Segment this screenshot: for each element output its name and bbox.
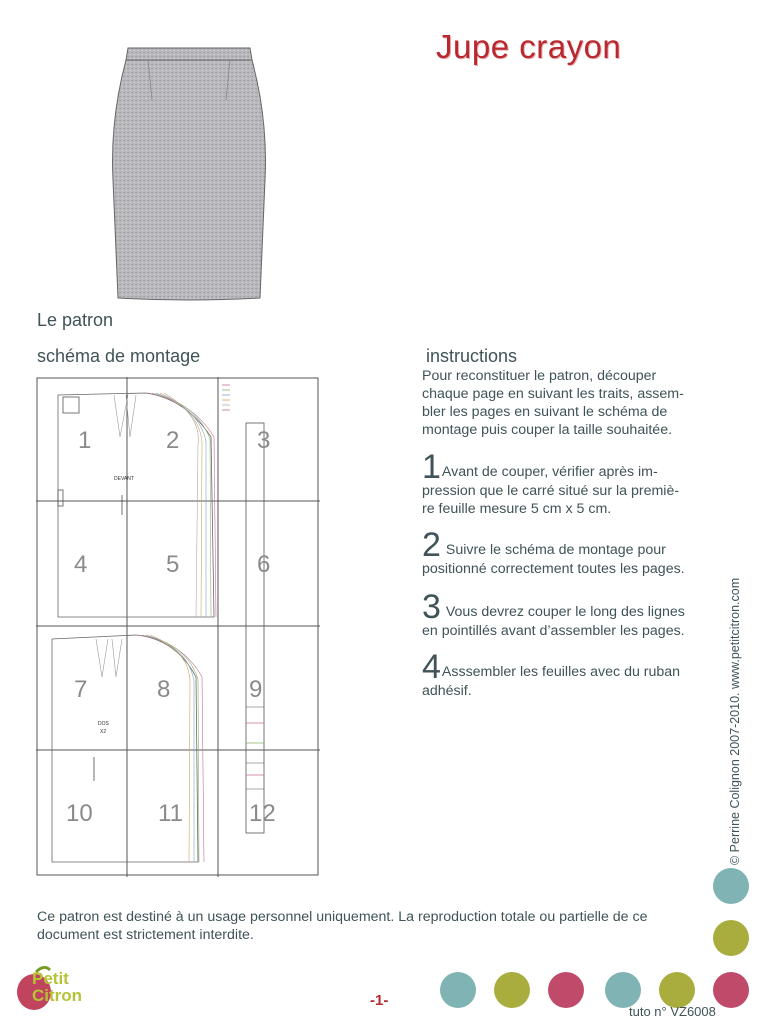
decor-dot-teal [440,972,476,1008]
decor-dot-teal [713,868,749,904]
grid-number-1: 1 [78,427,92,454]
step-line: Avant de couper, vérifier après im- [441,464,658,480]
step-line: Suivre le schéma de montage pour [441,542,666,558]
reference-code: tuto n° VZ6008 [629,1004,716,1019]
grid-number-4: 4 [74,551,88,578]
pattern-label-devant: DEVANT [114,476,134,482]
grid-number-7: 7 [74,676,88,703]
step-4 [422,648,722,700]
step-number: 2 [422,526,441,564]
grid-number-11: 11 [158,800,183,827]
assembly-diagram [36,377,320,877]
decor-dot-olive [713,920,749,956]
grid-number-10: 10 [66,800,93,827]
step-number: 4 [422,648,441,686]
section-heading-schema: schéma de montage [37,346,201,366]
intro-line: Pour reconstituer le patron, découper [422,368,657,384]
petit-citron-logo [14,962,114,1014]
page-number: -1- [370,992,389,1009]
grid-number-12: 12 [249,800,276,827]
step-line: pression que le carré situé sur la premiè- [422,483,680,499]
notice-line: document est strictement interdite. [37,927,254,943]
logo-text-citron: Citron [32,986,83,1005]
step-line: positionné correctement toutes les pages. [422,561,685,577]
grid-number-2: 2 [166,427,180,454]
step-line: adhésif. [422,683,472,699]
intro-paragraph [422,367,722,439]
step-line: en pointillés avant d’assembler les pages. [422,623,685,639]
pattern-label-dos: DOS [98,721,109,727]
section-heading-patron: Le patron [37,310,114,330]
intro-line: chaque page en suivant les traits, assem- [422,386,684,402]
decor-dot-teal [605,972,641,1008]
grid-number-8: 8 [157,676,171,703]
step-3 [422,588,722,640]
logo-text-petit: Petit [32,969,69,988]
grid-number-5: 5 [166,551,180,578]
intro-line: bler les pages en suivant le schéma de [422,404,668,420]
step-2 [422,526,722,578]
step-number: 3 [422,588,441,626]
usage-notice [37,908,717,944]
decor-dot-raspberry [713,972,749,1008]
pattern-label-dos-x2: X2 [100,729,107,735]
step-line: Vous devrez couper le long des lignes [441,604,685,620]
grid-number-3: 3 [257,427,271,454]
decor-dot-olive [659,972,695,1008]
skirt-illustration [100,40,280,302]
notice-line: Ce patron est destiné à un usage personnel uniquement. La reproduction totale ou partielle de ce [37,909,648,925]
step-line: re feuille mesure 5 cm x 5 cm. [422,501,612,517]
decor-dot-raspberry [548,972,584,1008]
intro-line: montage puis couper la taille souhaitée. [422,422,673,438]
step-1 [422,448,722,518]
grid-number-9: 9 [249,676,263,703]
step-line: Asssembler les feuilles avec du ruban [441,664,681,680]
copyright-text: © Perrine Colignon 2007-2010. www.petitcitron.com [728,577,742,865]
step-number: 1 [422,448,441,486]
section-heading-instructions: instructions [426,346,518,366]
page-title: Jupe crayon [436,28,622,65]
grid-number-6: 6 [257,551,271,578]
decor-dot-olive [494,972,530,1008]
